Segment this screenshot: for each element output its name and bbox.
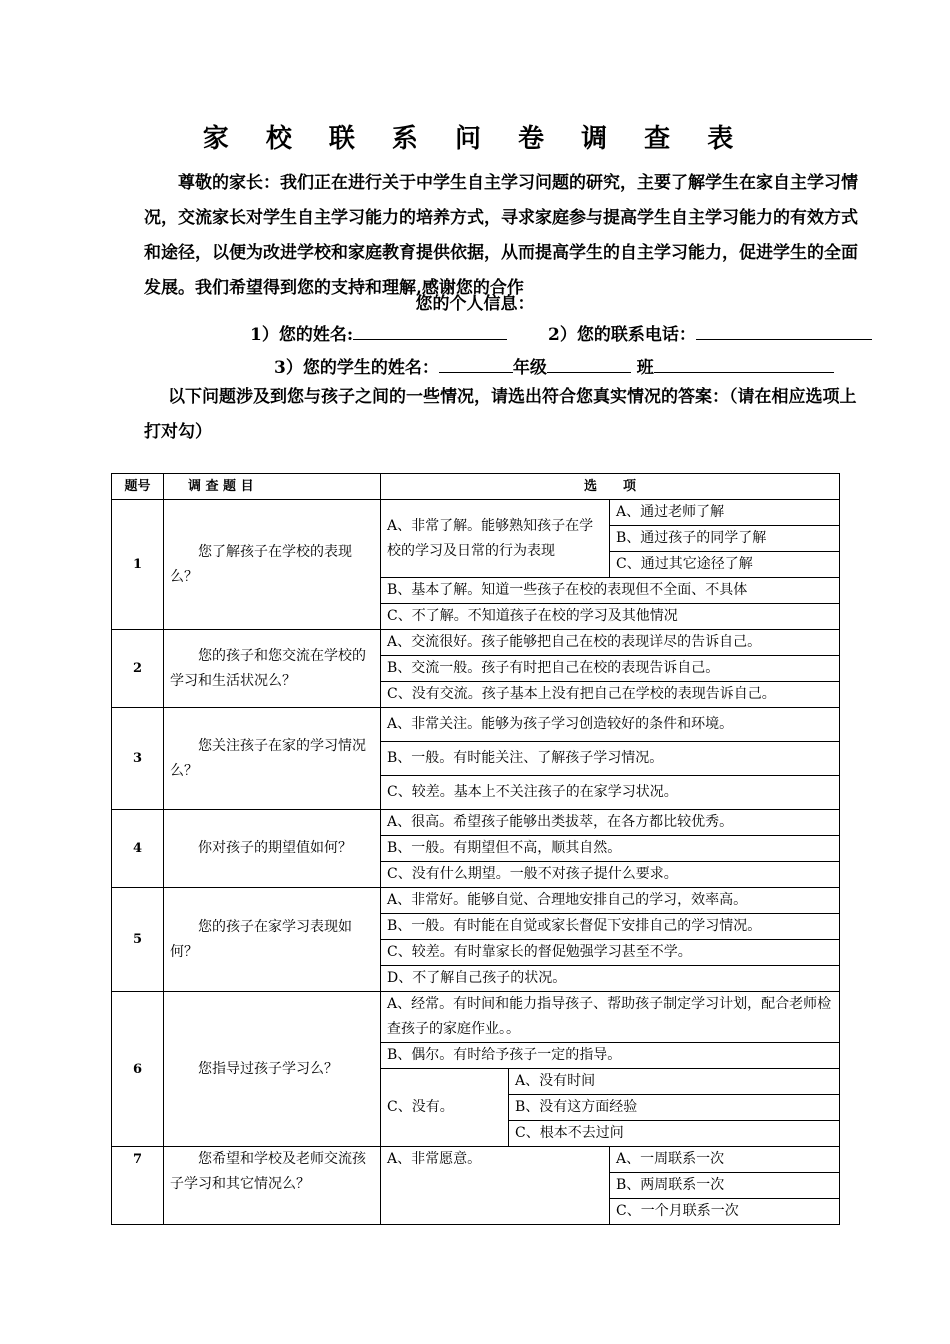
q4-num: 4 bbox=[112, 810, 164, 888]
q7-num: 7 bbox=[112, 1147, 164, 1225]
q4-option-b[interactable]: B、一般。有期望但不高，顺其自然。 bbox=[381, 836, 840, 862]
table-header-row bbox=[112, 474, 840, 500]
q7-sub-a[interactable]: A、一周联系一次 bbox=[610, 1147, 840, 1173]
q1-option-a[interactable]: A、非常了解。能够熟知孩子在学校的学习及日常的行为表现 bbox=[381, 500, 610, 578]
q1-question: 您了解孩子在学校的表现么？ bbox=[164, 500, 381, 630]
phone-field[interactable] bbox=[696, 325, 872, 340]
student-line bbox=[274, 353, 834, 378]
q6-option-b[interactable]: B、偶尔。有时给予孩子一定的指导。 bbox=[381, 1043, 840, 1069]
table-row bbox=[112, 810, 840, 836]
q6-option-c[interactable]: C、没有。 bbox=[381, 1069, 509, 1147]
q7-sub-b[interactable]: B、两周联系一次 bbox=[610, 1173, 840, 1199]
q7-option-a[interactable]: A、非常愿意。 bbox=[381, 1147, 610, 1225]
q1-sub-a[interactable]: A、通过老师了解 bbox=[610, 500, 840, 526]
student-name-field[interactable] bbox=[439, 358, 513, 373]
q5-option-b[interactable]: B、一般。有时能在自觉或家长督促下安排自己的学习情况。 bbox=[381, 914, 840, 940]
phone-line bbox=[548, 320, 872, 345]
q1-sub-c[interactable]: C、通过其它途径了解 bbox=[610, 552, 840, 578]
class-label: 班 bbox=[636, 358, 654, 378]
q5-question: 您的孩子在家学习表现如何？ bbox=[164, 888, 381, 992]
name-label: 1）您的姓名: bbox=[250, 325, 354, 345]
q3-option-a[interactable]: A、非常关注。能够为孩子学习创造较好的条件和环境。 bbox=[381, 708, 840, 742]
survey-table bbox=[111, 473, 840, 1225]
q3-question: 您关注孩子在家的学习情况么？ bbox=[164, 708, 381, 810]
intro-paragraph: 尊敬的家长：我们正在进行关于中学生自主学习问题的研究，主要了解学生在家自主学习情况，交流家长对学生自主学习能力的培养方式，寻求家庭参与提高学生自主学习能力的有效方式和途径，以便为改进学校和家庭教育提供依据，从而提高学生的自主学习能力，促进学生的全面发展。我们希望得到您的支持和理解,感谢您的合作 bbox=[144, 173, 858, 298]
class-field[interactable] bbox=[654, 358, 834, 373]
q4-question: 你对孩子的期望值如何？ bbox=[164, 810, 381, 888]
grade-label: 年级 bbox=[512, 358, 547, 378]
name-line bbox=[250, 320, 507, 345]
q2-option-a[interactable]: A、交流很好。孩子能够把自己在校的表现详尽的告诉自己。 bbox=[381, 630, 840, 656]
q2-question: 您的孩子和您交流在学校的学习和生活状况么？ bbox=[164, 630, 381, 708]
q5-option-c[interactable]: C、较差。有时靠家长的督促勉强学习甚至不学。 bbox=[381, 940, 840, 966]
table-row bbox=[112, 1147, 840, 1173]
q5-num: 5 bbox=[112, 888, 164, 992]
q4-option-a[interactable]: A、很高。希望孩子能够出类拔萃，在各方都比较优秀。 bbox=[381, 810, 840, 836]
q4-option-c[interactable]: C、没有什么期望。一般不对孩子提什么要求。 bbox=[381, 862, 840, 888]
q6-sub-b[interactable]: B、没有这方面经验 bbox=[509, 1095, 840, 1121]
instructions: 以下问题涉及到您与孩子之间的一些情况，请选出符合您真实情况的答案：（请在相应选项上打对勾） bbox=[144, 387, 857, 442]
q5-option-a[interactable]: A、非常好。能够自觉、合理地安排自己的学习，效率高。 bbox=[381, 888, 840, 914]
table-row bbox=[112, 500, 840, 526]
table-row bbox=[112, 708, 840, 742]
header-question: 调 查 题 目 bbox=[164, 474, 381, 500]
grade-field[interactable] bbox=[547, 358, 631, 373]
table-row bbox=[112, 992, 840, 1043]
q6-num: 6 bbox=[112, 992, 164, 1147]
q1-sub-b[interactable]: B、通过孩子的同学了解 bbox=[610, 526, 840, 552]
student-name-label: 3）您的学生的姓名： bbox=[274, 358, 439, 378]
q7-question: 您希望和学校及老师交流孩子学习和其它情况么？ bbox=[164, 1147, 381, 1225]
q5-option-d[interactable]: D、不了解自己孩子的状况。 bbox=[381, 966, 840, 992]
q3-option-c[interactable]: C、较差。基本上不关注孩子的在家学习状况。 bbox=[381, 776, 840, 810]
q2-option-b[interactable]: B、交流一般。孩子有时把自己在校的表现告诉自己。 bbox=[381, 656, 840, 682]
phone-label: 2）您的联系电话： bbox=[548, 325, 696, 345]
q6-question: 您指导过孩子学习么？ bbox=[164, 992, 381, 1147]
q3-num: 3 bbox=[112, 708, 164, 810]
table-row bbox=[112, 888, 840, 914]
q6-sub-c[interactable]: C、根本不去过问 bbox=[509, 1121, 840, 1147]
q7-sub-c[interactable]: C、一个月联系一次 bbox=[610, 1199, 840, 1225]
header-options: 选 项 bbox=[381, 474, 840, 500]
q3-option-b[interactable]: B、一般。有时能关注、了解孩子学习情况。 bbox=[381, 742, 840, 776]
q6-sub-a[interactable]: A、没有时间 bbox=[509, 1069, 840, 1095]
personal-info-title: 您的个人信息： bbox=[415, 294, 535, 314]
header-num: 题号 bbox=[112, 474, 164, 500]
table-row bbox=[112, 630, 840, 656]
q2-num: 2 bbox=[112, 630, 164, 708]
page-title: 家 校 联 系 问 卷 调 查 表 bbox=[202, 124, 748, 154]
q1-num: 1 bbox=[112, 500, 164, 630]
q6-option-a[interactable]: A、经常。有时间和能力指导孩子、帮助孩子制定学习计划，配合老师检查孩子的家庭作业。。 bbox=[381, 992, 840, 1043]
q2-option-c[interactable]: C、没有交流。孩子基本上没有把自己在学校的表现告诉自己。 bbox=[381, 682, 840, 708]
name-field[interactable] bbox=[353, 325, 507, 340]
q1-option-b[interactable]: B、基本了解。知道一些孩子在校的表现但不全面、不具体 bbox=[381, 578, 840, 604]
q1-option-c[interactable]: C、不了解。不知道孩子在校的学习及其他情况 bbox=[381, 604, 840, 630]
